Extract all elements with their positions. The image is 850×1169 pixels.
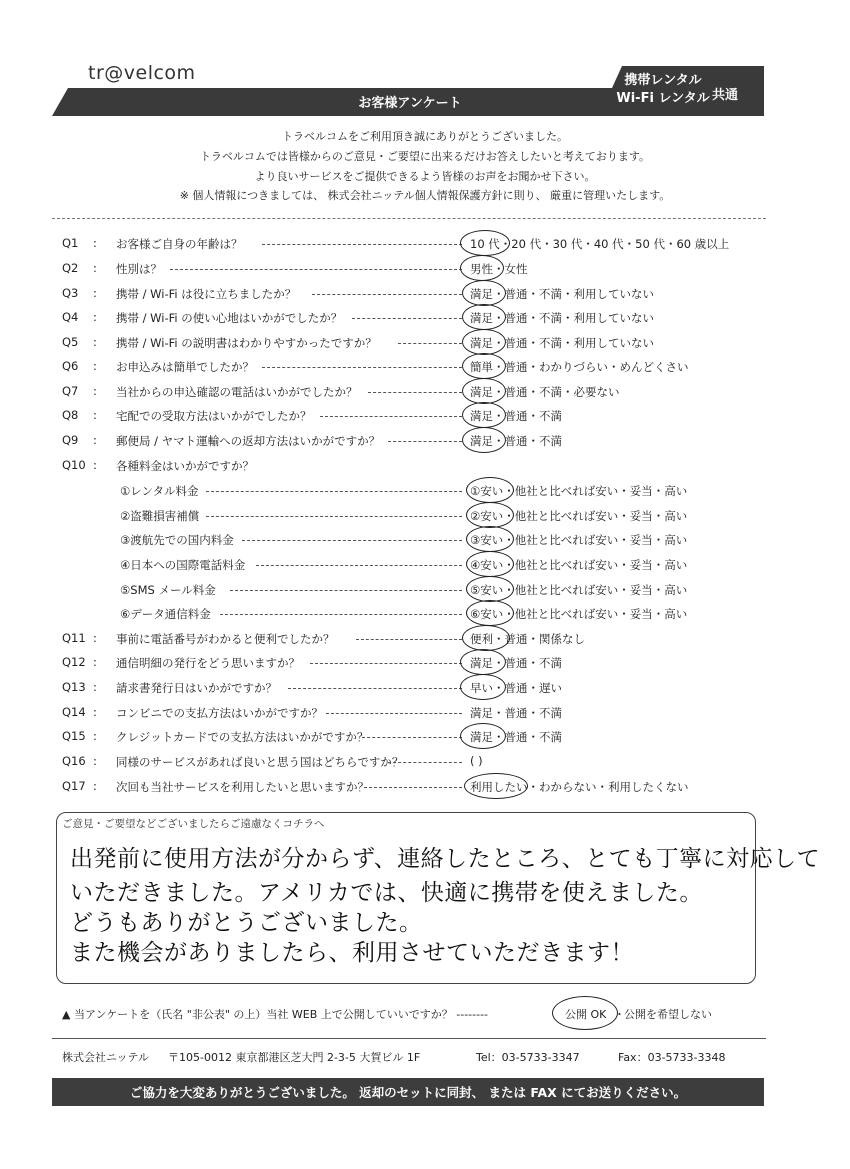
question-text: お客様ご自身の年齢は？ xyxy=(116,237,243,251)
answer-options: ①安い・他社と比べれば安い・妥当・高い xyxy=(470,484,688,498)
question-text: 当社からの申込確認の電話はいかがでしたか？ xyxy=(116,385,358,399)
answer-circle xyxy=(466,477,514,503)
answer-circle xyxy=(466,526,514,552)
handwritten-comment: 出発前に使用方法が分からず、連絡したところ、とても丁寧に対応して xyxy=(70,846,821,872)
answer-options: ③安い・他社と比べれば安い・妥当・高い xyxy=(470,533,688,547)
answer-options: 満足・普通・不満・利用していない xyxy=(470,336,654,350)
fee-item: ①レンタル料金 xyxy=(120,484,199,498)
question-number: Q10 xyxy=(62,458,86,472)
answer-circle xyxy=(462,427,506,453)
company-tel: Tel：03-5733-3347 xyxy=(476,1051,580,1064)
answer-options: 簡単・普通・わかりづらい・めんどくさい xyxy=(470,360,689,374)
survey-title: お客様アンケート xyxy=(358,96,462,111)
question-text: 宅配での受取方法はいかがでしたか？ xyxy=(116,409,312,423)
question-number: Q7 xyxy=(62,384,79,398)
answer-options: 男性・女性 xyxy=(470,262,528,276)
question-number: Q12 xyxy=(62,655,86,669)
question-number: Q4 xyxy=(62,310,79,324)
answer-circle xyxy=(462,353,506,379)
answer-circle xyxy=(460,230,510,256)
handwritten-comment: どうもありがとうございました。 xyxy=(70,910,423,936)
fee-item: ⑥データ通信料金 xyxy=(120,607,211,621)
answer-circle xyxy=(460,674,506,700)
question-text: 事前に電話番号がわかると便利でしたか？ xyxy=(116,632,335,646)
question-number: Q2 xyxy=(62,261,79,275)
handwritten-comment: いただきました。アメリカでは、快適に携帯を使えました。 xyxy=(70,880,703,906)
question-number: Q9 xyxy=(62,433,79,447)
publish-ok-option[interactable]: 公開 OK xyxy=(565,1008,607,1021)
divider xyxy=(52,1038,766,1039)
answer-circle xyxy=(460,649,506,675)
question-number: Q15 xyxy=(62,729,86,743)
question-number: Q16 xyxy=(62,754,86,768)
answer-circle xyxy=(466,551,514,577)
question-text: コンビニでの支払方法はいかがですか？ xyxy=(116,706,323,720)
travelcom-logo: tr@velcom xyxy=(88,62,196,84)
privacy-note: ※ 個人情報につきましては、 株式会社ニッテル個人情報保護方針に則り、 厳重に管理いたします。 xyxy=(179,189,671,202)
answer-options: 便利・普通・関係なし xyxy=(470,632,585,646)
answer-circle xyxy=(466,502,514,528)
answer-options: 利用したい・わからない・利用したくない xyxy=(470,780,689,794)
question-text: 性別は？ xyxy=(116,262,162,276)
answer-circle xyxy=(462,625,510,651)
question-number: Q6 xyxy=(62,359,79,373)
answer-options: 満足・普通・不満 xyxy=(470,656,562,670)
divider xyxy=(52,218,766,219)
handwritten-comment: また機会がありましたら、利用させていただきます！ xyxy=(70,940,634,966)
answer-options: ④安い・他社と比べれば安い・妥当・高い xyxy=(470,558,688,572)
answer-options: 満足・普通・不満・必要ない xyxy=(470,385,620,399)
company-name: 株式会社ニッテル xyxy=(62,1051,150,1064)
country-answer: ( ) xyxy=(470,754,483,768)
answer-circle xyxy=(462,402,506,428)
common-label: 共通 xyxy=(712,88,739,103)
question-text: 同様のサービスがあれば良いと思う国はどちらですか？ xyxy=(116,755,404,769)
intro-line: トラベルコムでは皆様からのご意見・ご要望に出来るだけお答えしたいと考えております。 xyxy=(199,150,651,163)
fee-item: ⑤SMS メール料金 xyxy=(120,583,216,597)
question-text: 携帯 / Wi-Fi の説明書はわかりやすかったですか？ xyxy=(116,336,377,350)
question-text: 携帯 / Wi-Fi の使い心地はいかがでしたか？ xyxy=(116,311,343,325)
answer-circle xyxy=(460,723,506,749)
wifi-rental-label: Wi-Fi レンタル xyxy=(616,91,710,106)
question-text: 請求書発行日はいかがですか？ xyxy=(116,681,277,695)
question-text: 携帯 / Wi-Fi は役に立ちましたか？ xyxy=(116,287,297,301)
question-text: 各種料金はいかがですか？ xyxy=(116,459,254,473)
publish-decline-option[interactable]: 公開を希望しない xyxy=(624,1008,712,1021)
question-text: 郵便局 / ヤマト運輸への返却方法はいかがですか？ xyxy=(116,434,381,448)
company-fax: Fax：03-5733-3348 xyxy=(618,1051,726,1064)
answer-options: 満足・普通・不満 xyxy=(470,706,562,720)
answer-options: 満足・普通・不満 xyxy=(470,434,562,448)
question-text: クレジットカードでの支払方法はいかがですか？ xyxy=(116,730,369,744)
question-number: Q11 xyxy=(62,631,86,645)
answer-circle xyxy=(466,600,514,626)
publish-question: ▲ 当アンケートを（氏名 "非公表" の上）当社 WEB 上で公開していいですか？ -------- xyxy=(62,1008,489,1021)
footer-message: ご協力を大変ありがとうございました。 返却のセットに同封、 または FAX にてお送りください。 xyxy=(129,1085,687,1100)
question-number: Q13 xyxy=(62,680,86,694)
answer-options: 早い・普通・遅い xyxy=(470,681,562,695)
question-text: 次回も当社サービスを利用したいと思いますか？ xyxy=(116,780,369,794)
answer-options: ②安い・他社と比べれば安い・妥当・高い xyxy=(470,509,688,523)
answer-options: 満足・普通・不満 xyxy=(470,409,562,423)
answer-circle xyxy=(466,576,514,602)
intro-line: トラベルコムをご利用頂き誠にありがとうございました。 xyxy=(282,130,568,143)
answer-circle xyxy=(460,255,504,281)
answer-circle xyxy=(462,329,506,355)
question-number: Q3 xyxy=(62,286,79,300)
answer-circle xyxy=(462,304,506,330)
answer-options: 満足・普通・不満・利用していない xyxy=(470,287,654,301)
service-type xyxy=(612,72,714,108)
question-text: お申込みは簡単でしたか？ xyxy=(116,360,254,374)
answer-options: 10 代・20 代・30 代・40 代・50 代・60 歳以上 xyxy=(470,237,730,251)
answer-options: 満足・普通・不満 xyxy=(470,730,562,744)
answer-circle xyxy=(462,280,506,306)
question-number: Q17 xyxy=(62,779,86,793)
answer-circle xyxy=(462,378,506,404)
question-number: Q5 xyxy=(62,335,79,349)
company-address: 〒105-0012 東京都港区芝大門 2-3-5 大賀ビル 1F xyxy=(168,1051,421,1064)
intro-line: より良いサービスをご提供できるよう皆様のお声をお聞かせ下さい。 xyxy=(254,170,596,183)
mobile-rental-label: 携帯レンタル xyxy=(624,73,702,88)
answer-options: ⑤安い・他社と比べれば安い・妥当・高い xyxy=(470,583,688,597)
fee-item: ②盗難損害補償 xyxy=(120,509,200,523)
question-number: Q1 xyxy=(62,236,79,250)
question-number: Q14 xyxy=(62,705,86,719)
answer-options: ⑥安い・他社と比べれば安い・妥当・高い xyxy=(470,607,688,621)
answer-circle xyxy=(464,773,528,799)
comment-label: ご意見・ご要望などございましたらご遠慮なくコチラへ xyxy=(62,818,325,830)
fee-item: ④日本への国際電話料金 xyxy=(120,558,246,572)
question-number: Q8 xyxy=(62,408,79,422)
question-text: 通信明細の発行をどう思いますか？ xyxy=(116,656,300,670)
fee-item: ③渡航先での国内料金 xyxy=(120,533,234,547)
answer-options: 満足・普通・不満・利用していない xyxy=(470,311,654,325)
